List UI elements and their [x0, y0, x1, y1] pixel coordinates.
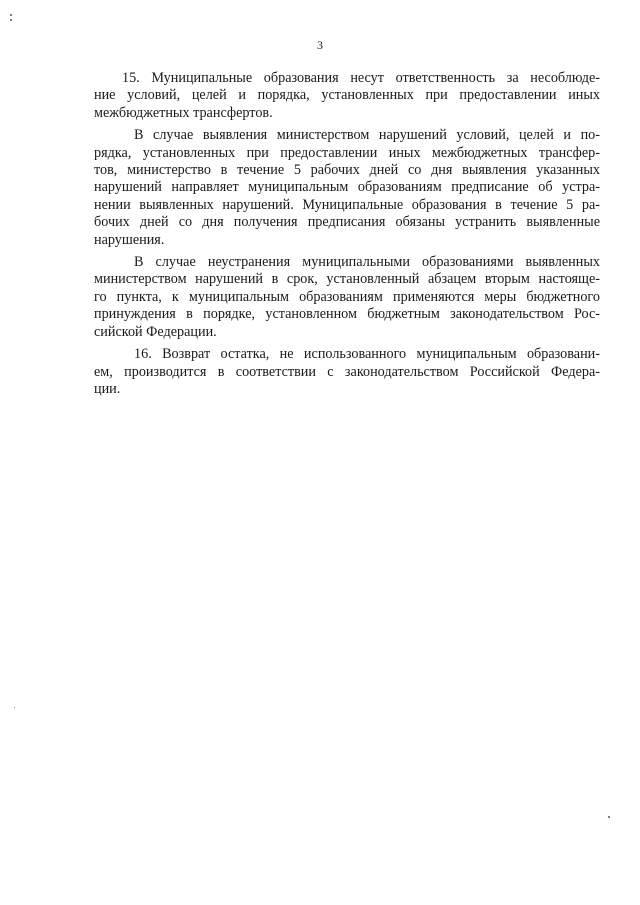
page-number: 3: [317, 38, 323, 52]
text-line: нарушения.: [94, 231, 165, 248]
document-body: [94, 70, 600, 403]
paragraph-16: [94, 346, 600, 398]
text-line: нарушений направляет муниципальным образованиям предписание об устра-: [94, 179, 600, 196]
text-line: межбюджетных трансфертов.: [94, 104, 273, 121]
text-line: 15. Муниципальные образования несут ответственность за несоблюде-: [122, 70, 600, 86]
text-line: принуждения в порядке, установленном бюджетным законодательством Рос-: [94, 306, 600, 323]
scan-speck: [14, 707, 15, 708]
text-line: рядка, установленных при предоставлении иных межбюджетных трансфер-: [94, 144, 600, 161]
paragraph-15: [94, 70, 600, 122]
scan-speck: [608, 816, 610, 818]
text-line: 16. Возврат остатка, не использованного муниципальным образовани-: [134, 346, 600, 363]
text-line: ции.: [94, 380, 121, 397]
text-line: нении выявленных нарушений. Муниципальные образования в течение 5 ра-: [94, 196, 600, 213]
paragraph-violation-detection: [94, 127, 600, 249]
text-line: го пункта, к муниципальным образованиям применяются меры бюджетного: [94, 288, 600, 305]
text-line: В случае выявления министерством нарушений условий, целей и по-: [134, 127, 600, 144]
text-line: ние условий, целей и порядка, установленных при предоставлении иных: [94, 87, 600, 104]
text-line: сийской Федерации.: [94, 323, 217, 340]
text-line: бочих дней со дня получения предписания обязаны устранить выявленные: [94, 214, 600, 231]
text-line: ем, производится в соответствии с законодательством Российской Федера-: [94, 363, 600, 380]
text-line: В случае неустранения муниципальными образованиями выявленных: [134, 254, 600, 271]
text-line: министерством нарушений в срок, установленный абзацем вторым настояще-: [94, 271, 600, 288]
paragraph-non-elimination: [94, 254, 600, 341]
scan-speck: [10, 19, 12, 21]
scan-speck: [10, 14, 12, 16]
text-line: тов, министерство в течение 5 рабочих дней со дня выявления указанных: [94, 162, 600, 179]
